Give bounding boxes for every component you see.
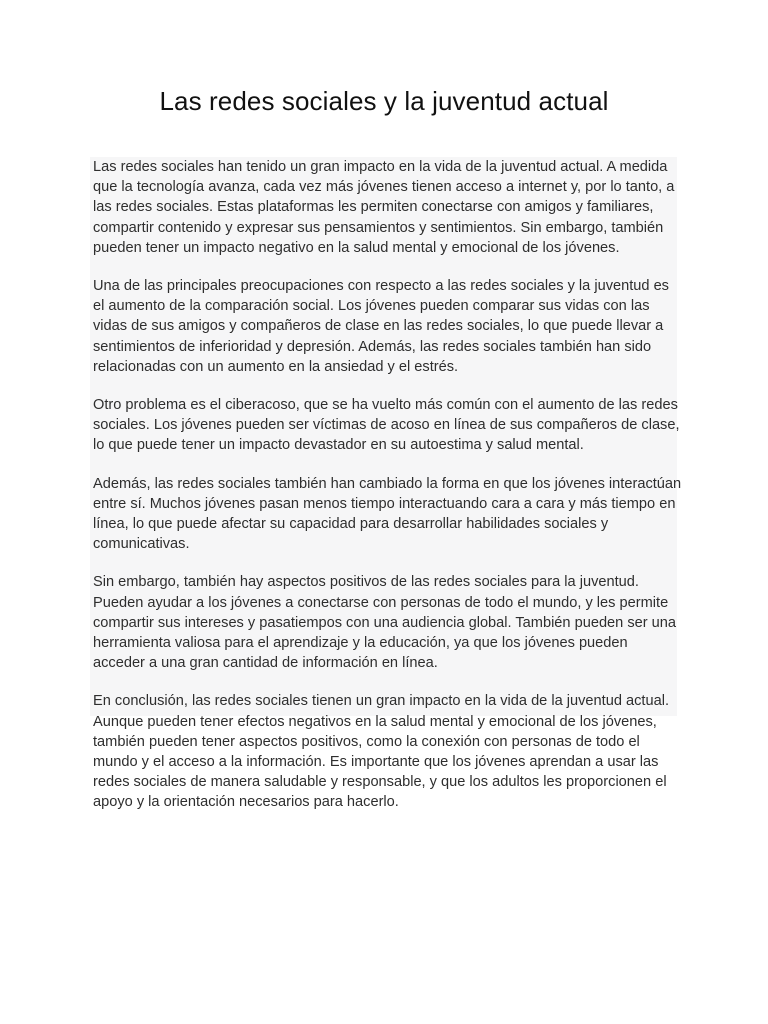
document-body <box>93 157 683 831</box>
document-title: Las redes sociales y la juventud actual <box>159 86 609 116</box>
paragraph-introduction: Las redes sociales han tenido un gran impacto en la vida de la juventud actual. A medida que la tecnología avanza, cada vez más jóvenes tienen acceso a internet y, por lo tanto, a las redes sociales. Estas plataformas les permiten conectarse con amigos y familiares, compartir contenido y expresar sus pensamientos y sentimientos. Sin embargo, también pueden tener un impacto negativo en la salud mental y emocional de los jóvenes. <box>93 159 675 256</box>
paragraph-interaction: Además, las redes sociales también han cambiado la forma en que los jóvenes interactúan entre sí. Muchos jóvenes pasan menos tiempo interactuando cara a cara y más tiempo en línea, lo que puede afectar su capacidad para desarrollar habilidades sociales y comunicativas. <box>93 475 682 553</box>
paragraph-social-comparison: Una de las principales preocupaciones con respecto a las redes sociales y la juventud es el aumento de la comparación social. Los jóvenes pueden comparar sus vidas con las vidas de sus amigos y compañeros de clase en las redes sociales, lo que puede llevar a sentimientos de inferioridad y depresión. Además, las redes sociales también han sido relacionadas con un aumento en la ansiedad y el estrés. <box>93 278 669 375</box>
paragraph-positive-aspects: Sin embargo, también hay aspectos positivos de las redes sociales para la juventud. Pueden ayudar a los jóvenes a conectarse con personas de todo el mundo, y les permite compartir sus intereses y pasatiempos con una audiencia global. También pueden ser una herramienta valiosa para el aprendizaje y la educación, ya que los jóvenes pueden acceder a una gran cantidad de información en línea. <box>93 574 677 672</box>
paragraph-conclusion: En conclusión, las redes sociales tienen un gran impacto en la vida de la juventud actual. Aunque pueden tener efectos negativos en la salud mental y emocional de los jóvenes, también pueden tener aspectos positivos, como la conexión con personas de todo el mundo y el acceso a la información. Es importante que los jóvenes aprendan a usar las redes sociales de manera saludable y responsable, y que los adultos les proporcionen el apoyo y la orientación necesarios para hacerlo. <box>93 693 669 811</box>
paragraph-cyberbullying: Otro problema es el ciberacoso, que se ha vuelto más común con el aumento de las redes sociales. Los jóvenes pueden ser víctimas de acoso en línea de sus compañeros de clase, lo que puede tener un impacto devastador en su autoestima y salud mental. <box>93 397 680 454</box>
